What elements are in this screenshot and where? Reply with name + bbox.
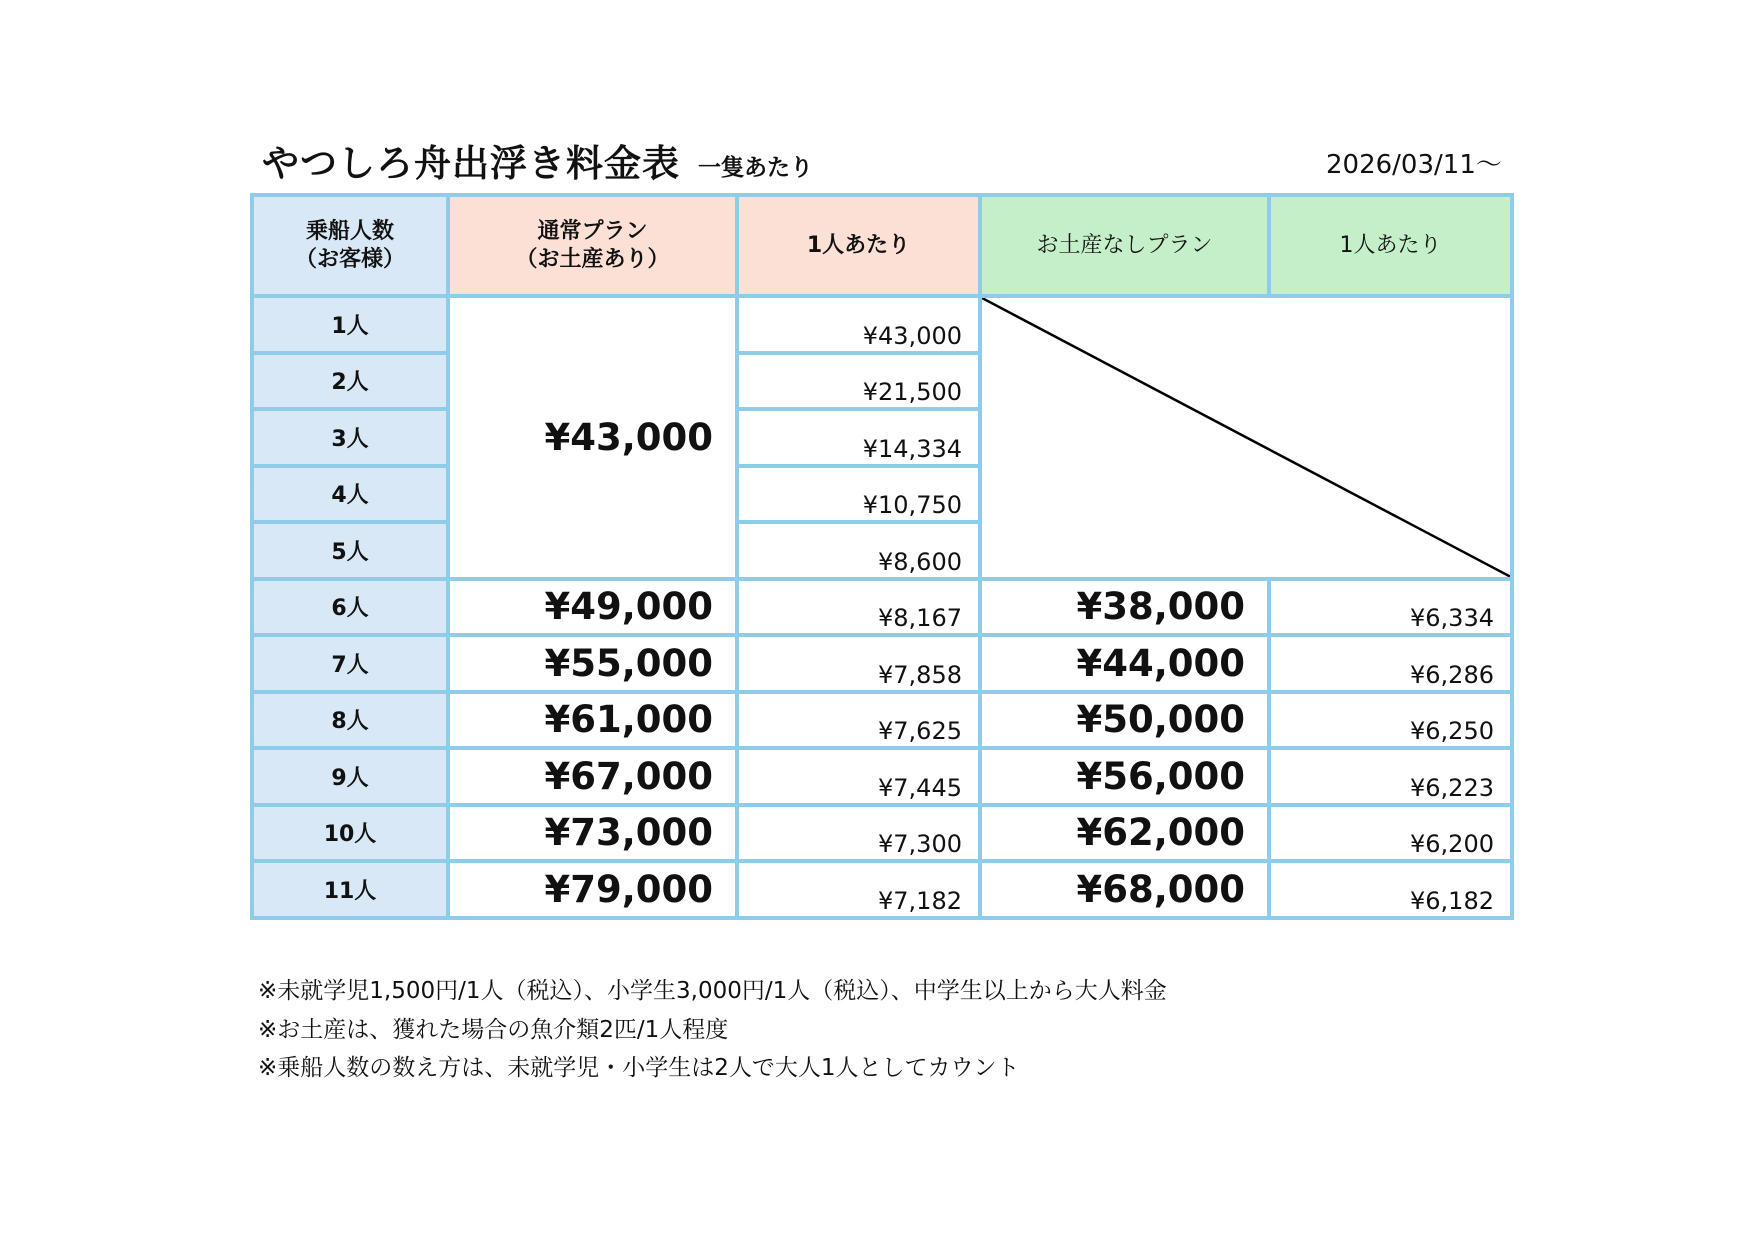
header-passenger-count (252, 195, 448, 296)
regular-price: ¥73,000 (448, 805, 737, 862)
no-souvenir-price: ¥44,000 (980, 635, 1269, 692)
regular-per-person: ¥8,600 (737, 522, 980, 579)
regular-per-person: ¥8,167 (737, 579, 980, 636)
regular-per-person: ¥14,334 (737, 409, 980, 466)
passenger-count: 6人 (252, 579, 448, 636)
no-souvenir-price: ¥38,000 (980, 579, 1269, 636)
table-row (252, 805, 1512, 862)
not-applicable-cell (980, 296, 1512, 579)
passenger-count: 9人 (252, 748, 448, 805)
table-row (252, 296, 1512, 353)
note-souvenir: ※お土産は、獲れた場合の魚介類2匹/1人程度 (258, 1016, 729, 1043)
passenger-count: 8人 (252, 692, 448, 749)
header-passenger-count-line2: （お客様） (294, 246, 405, 272)
regular-price: ¥61,000 (448, 692, 737, 749)
note-child-pricing: ※未就学児1,500円/1人（税込）、小学生3,000円/1人（税込）、中学生以上から大人料金 (258, 978, 1167, 1004)
regular-price: ¥49,000 (448, 579, 737, 636)
no-souvenir-per-person: ¥6,250 (1269, 692, 1512, 749)
passenger-count: 10人 (252, 805, 448, 862)
regular-per-person: ¥7,625 (737, 692, 980, 749)
header-no-souvenir-plan: お土産なしプラン (980, 195, 1269, 296)
table-row (252, 861, 1512, 918)
passenger-count: 7人 (252, 635, 448, 692)
no-souvenir-per-person: ¥6,334 (1269, 579, 1512, 636)
passenger-count: 3人 (252, 409, 448, 466)
regular-price-1-to-5: ¥43,000 (448, 296, 737, 579)
passenger-count: 5人 (252, 522, 448, 579)
notes (258, 972, 1167, 1088)
no-souvenir-per-person: ¥6,286 (1269, 635, 1512, 692)
passenger-count: 1人 (252, 296, 448, 353)
effective-date: 2026/03/11～ (1326, 150, 1502, 180)
no-souvenir-price: ¥62,000 (980, 805, 1269, 862)
page-title: やつしろ舟出浮き料金表 (262, 142, 680, 185)
no-souvenir-price: ¥56,000 (980, 748, 1269, 805)
no-souvenir-price: ¥50,000 (980, 692, 1269, 749)
header-regular-plan-line2: （お土産あり） (515, 246, 670, 272)
passenger-count: 11人 (252, 861, 448, 918)
passenger-count: 4人 (252, 466, 448, 523)
table-row (252, 635, 1512, 692)
page-subtitle: 一隻あたり (698, 155, 813, 181)
no-souvenir-per-person: ¥6,182 (1269, 861, 1512, 918)
regular-price: ¥79,000 (448, 861, 737, 918)
table-row (252, 579, 1512, 636)
price-table (250, 193, 1514, 920)
regular-per-person: ¥10,750 (737, 466, 980, 523)
no-souvenir-per-person: ¥6,200 (1269, 805, 1512, 862)
no-souvenir-price: ¥68,000 (980, 861, 1269, 918)
table-row (252, 692, 1512, 749)
note-passenger-counting: ※乗船人数の数え方は、未就学児・小学生は2人で大人1人としてカウント (258, 1055, 1020, 1081)
header-regular-plan (448, 195, 737, 296)
header-passenger-count-line1: 乗船人数 (305, 219, 394, 244)
regular-per-person: ¥7,858 (737, 635, 980, 692)
table-row (252, 748, 1512, 805)
regular-per-person: ¥43,000 (737, 296, 980, 353)
passenger-count: 2人 (252, 353, 448, 410)
diagonal-strike-icon (982, 298, 1510, 577)
regular-per-person: ¥7,300 (737, 805, 980, 862)
regular-per-person: ¥21,500 (737, 353, 980, 410)
header-regular-per-person: 1人あたり (737, 195, 980, 296)
no-souvenir-per-person: ¥6,223 (1269, 748, 1512, 805)
regular-price: ¥67,000 (448, 748, 737, 805)
header-row (252, 195, 1512, 296)
header-regular-plan-line1: 通常プラン (537, 219, 648, 244)
regular-per-person: ¥7,445 (737, 748, 980, 805)
regular-per-person: ¥7,182 (737, 861, 980, 918)
header-no-souvenir-per-person: 1人あたり (1269, 195, 1512, 296)
regular-price: ¥55,000 (448, 635, 737, 692)
